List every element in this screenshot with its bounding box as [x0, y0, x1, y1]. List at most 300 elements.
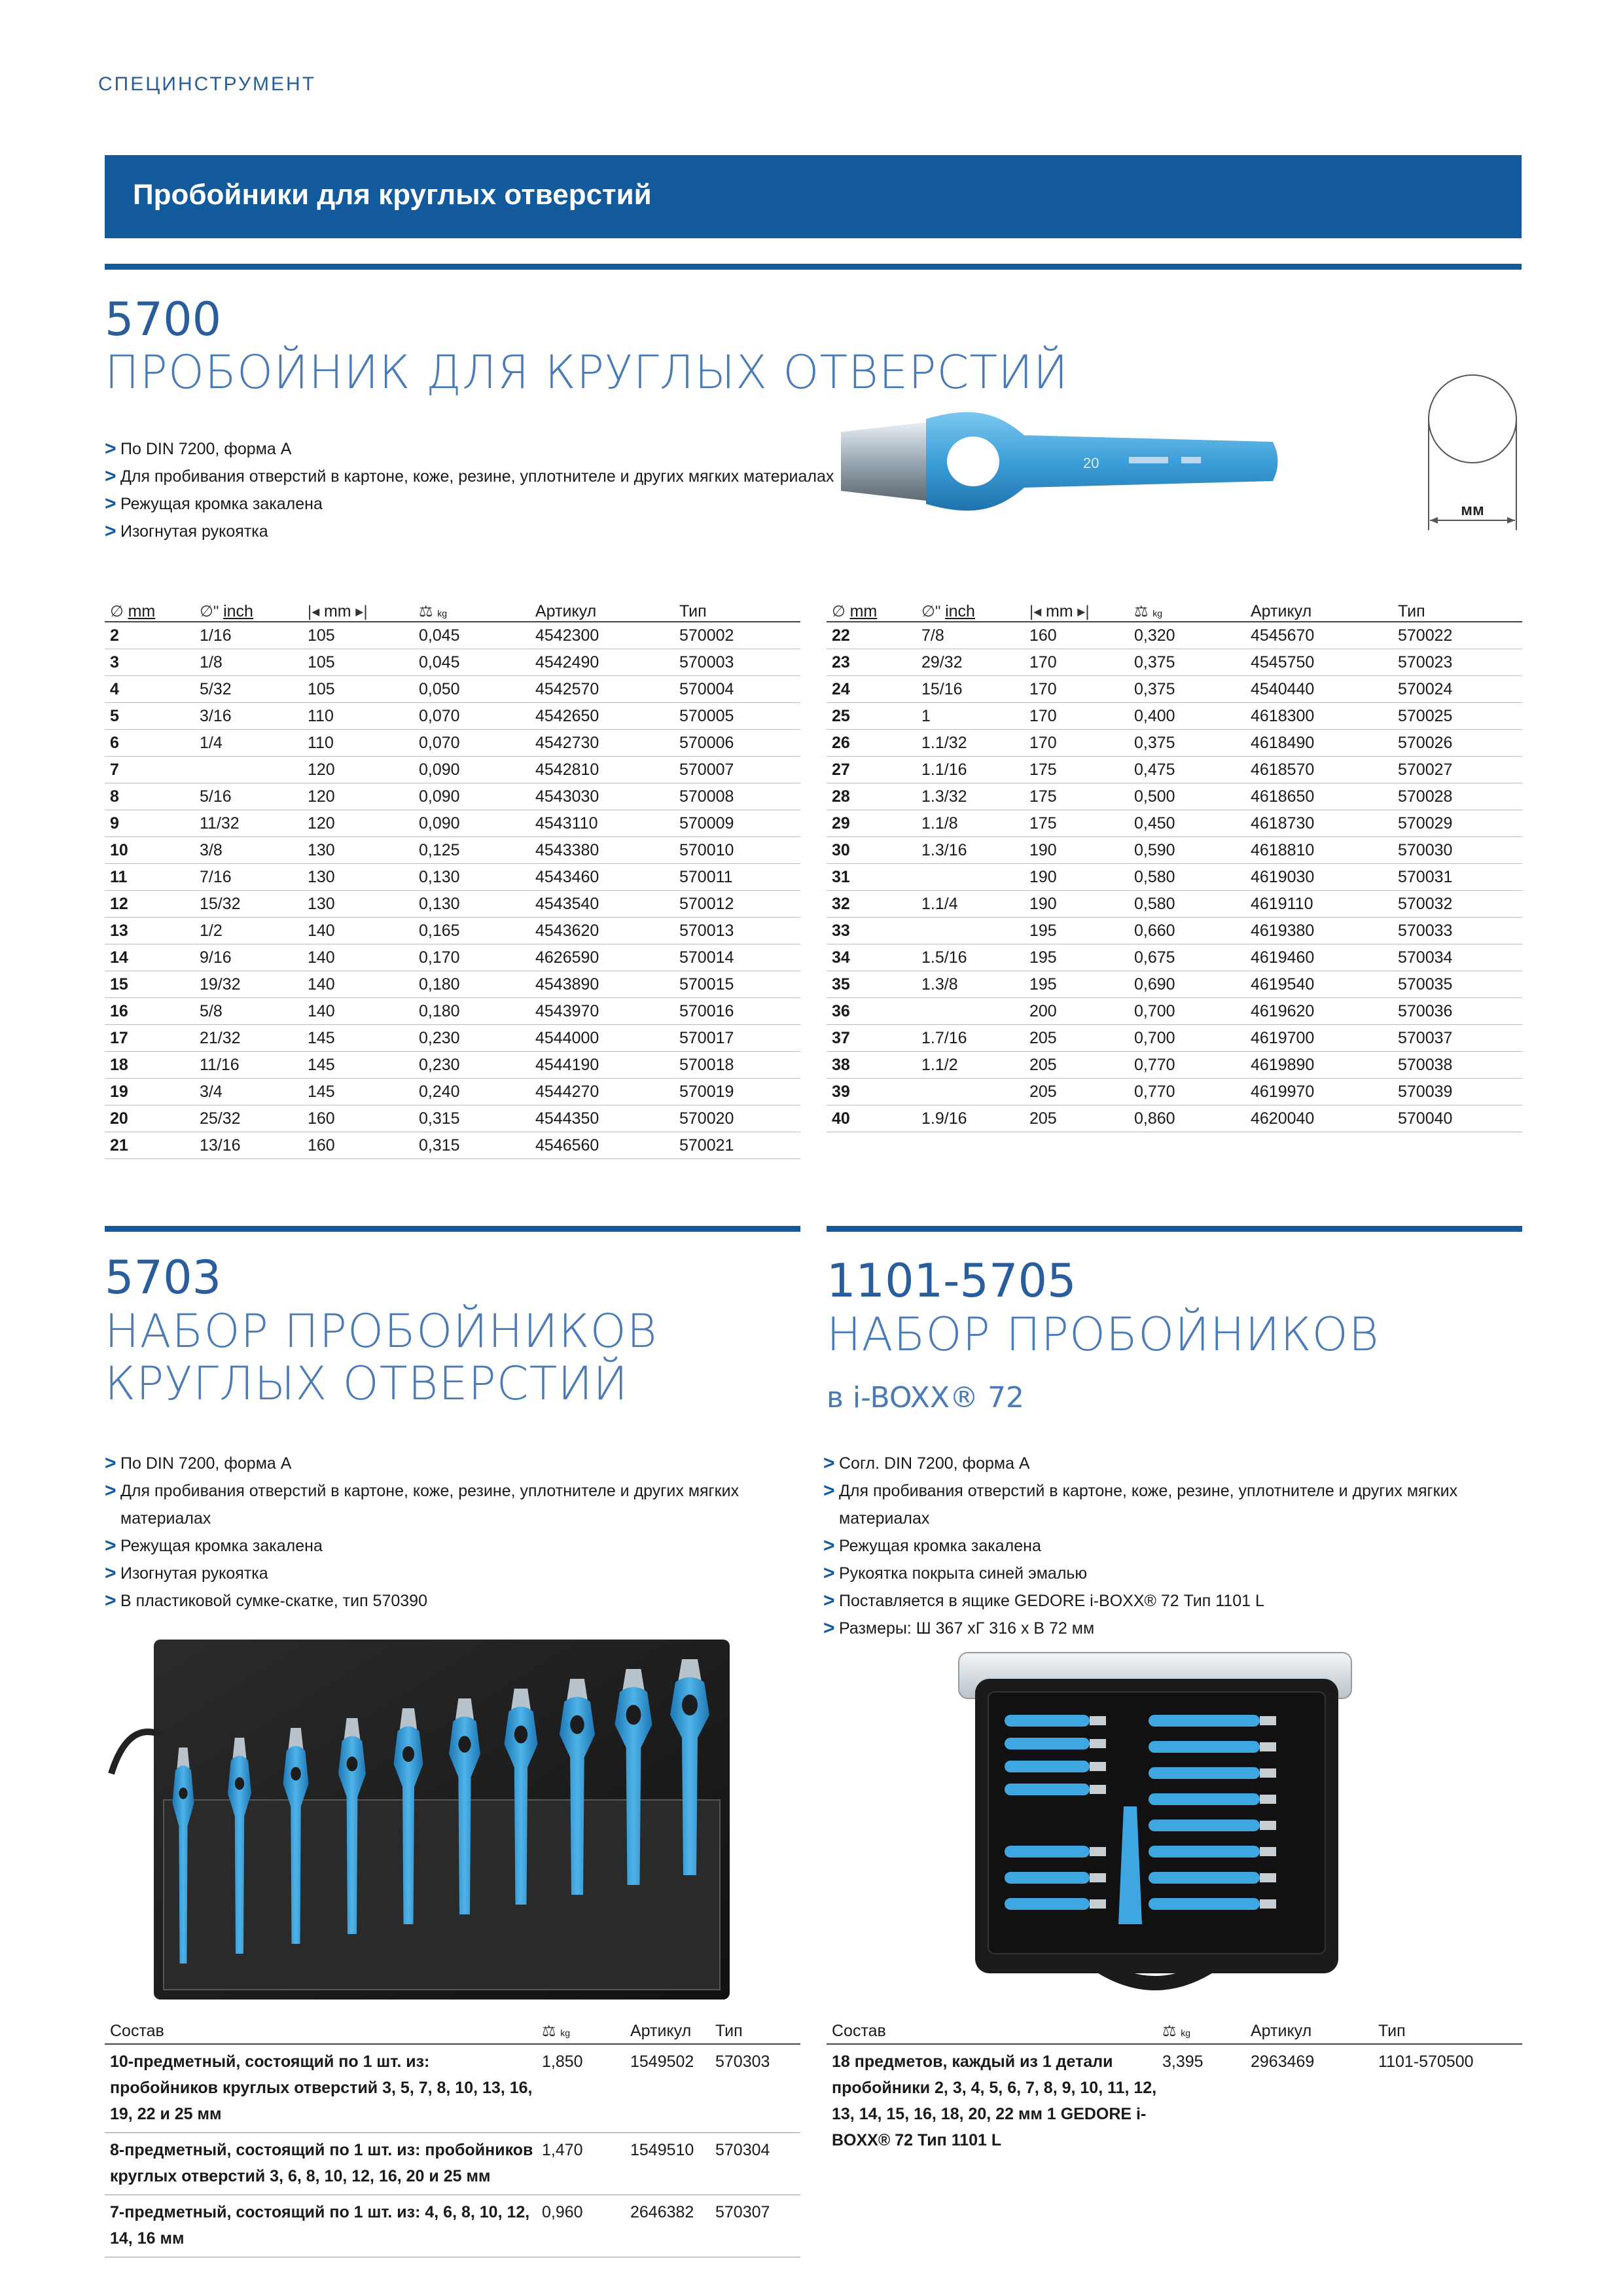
diameter-mm-cell: 9 [105, 810, 194, 837]
product-code-5700: 5700 [105, 293, 222, 346]
diameter-mm-cell: 32 [827, 891, 916, 918]
weight-cell: 1,850 [537, 2044, 625, 2133]
table-row [105, 918, 800, 944]
type-cell: 570038 [1393, 1052, 1522, 1079]
punch-tool [1005, 1898, 1106, 1910]
type-cell: 570006 [674, 730, 800, 757]
type-cell: 570307 [710, 2195, 800, 2257]
punch-tool [1005, 1872, 1106, 1884]
punch-tool [1149, 1793, 1276, 1805]
weight-cell: 1,470 [537, 2133, 625, 2195]
diameter-inch-cell: 1.5/16 [916, 944, 1024, 971]
weight-cell: 0,165 [414, 918, 530, 944]
feature-list-1101 [823, 1450, 1524, 1642]
diameter-mm-cell: 10 [105, 837, 194, 864]
diameter-mm-cell: 29 [827, 810, 916, 837]
diameter-mm-cell: 13 [105, 918, 194, 944]
feature-item: > Согл. DIN 7200, форма А [823, 1450, 1524, 1477]
diameter-mm-cell: 40 [827, 1105, 916, 1132]
table-row [105, 998, 800, 1025]
article-cell: 4543970 [530, 998, 674, 1025]
table-row [827, 944, 1522, 971]
type-cell: 570024 [1393, 676, 1522, 703]
table-row [105, 1052, 800, 1079]
table-row [827, 891, 1522, 918]
table-row [105, 1105, 800, 1132]
composition-cell: 7-предметный, состоящий по 1 шт. из: 4, 6, 8, 10, 12, 14, 16 мм [105, 2195, 537, 2257]
feature-item: > Для пробивания отверстий в картоне, коже, резине, уплотнителе и других мягких материалах [823, 1477, 1524, 1532]
weight-cell: 0,315 [414, 1132, 530, 1159]
weight-cell: 0,125 [414, 837, 530, 864]
table-row [827, 757, 1522, 783]
weight-cell: 0,170 [414, 944, 530, 971]
diameter-mm-cell: 8 [105, 783, 194, 810]
diameter-mm-cell: 20 [105, 1105, 194, 1132]
diameter-mm-cell: 7 [105, 757, 194, 783]
diameter-inch-cell: 5/8 [194, 998, 302, 1025]
length-cell: 170 [1024, 703, 1129, 730]
article-cell: 4543380 [530, 837, 674, 864]
type-cell: 570009 [674, 810, 800, 837]
weight-cell: 0,070 [414, 730, 530, 757]
diameter-mm-cell: 16 [105, 998, 194, 1025]
type-cell: 570012 [674, 891, 800, 918]
article-cell: 1549510 [625, 2133, 710, 2195]
weight-cell: 0,960 [537, 2195, 625, 2257]
feature-item: > По DIN 7200, форма А [105, 435, 851, 463]
table-row [105, 1025, 800, 1052]
length-cell: 205 [1024, 1079, 1129, 1105]
diameter-inch-cell: 1.1/4 [916, 891, 1024, 918]
type-cell: 570025 [1393, 703, 1522, 730]
feature-item: > Режущая кромка закалена [105, 490, 851, 518]
weight-cell: 0,240 [414, 1079, 530, 1105]
type-cell: 570027 [1393, 757, 1522, 783]
punch-tool [1149, 1820, 1276, 1831]
length-cell: 110 [302, 703, 414, 730]
diameter-inch-cell: 1.7/16 [916, 1025, 1024, 1052]
diameter-mm-cell: 15 [105, 971, 194, 998]
diameter-inch-cell: 19/32 [194, 971, 302, 998]
diameter-inch-cell [194, 757, 302, 783]
table-row [105, 837, 800, 864]
type-cell: 570033 [1393, 918, 1522, 944]
weight-cell: 0,700 [1129, 1025, 1245, 1052]
article-cell: 2963469 [1251, 2053, 1315, 2071]
weight-cell: 0,475 [1129, 757, 1245, 783]
feature-item: > Для пробивания отверстий в картоне, коже, резине, уплотнителе и других мягких материалах [105, 463, 851, 490]
length-cell: 145 [302, 1052, 414, 1079]
article-cell: 4544350 [530, 1105, 674, 1132]
weight-cell: 0,315 [414, 1105, 530, 1132]
table-row [827, 783, 1522, 810]
diameter-mm-cell: 23 [827, 649, 916, 676]
length-cell: 105 [302, 622, 414, 649]
weight-cell: 0,500 [1129, 783, 1245, 810]
diameter-inch-cell: 9/16 [194, 944, 302, 971]
diameter-inch-cell: 1/16 [194, 622, 302, 649]
article-cell: 4542300 [530, 622, 674, 649]
type-cell: 1101-570500 [1378, 2053, 1474, 2071]
diameter-inch-cell: 15/32 [194, 891, 302, 918]
table-row [827, 649, 1522, 676]
table-row [105, 971, 800, 998]
length-cell: 205 [1024, 1105, 1129, 1132]
product-title-5703-line2: КРУГЛЫХ ОТВЕРСТИЙ [105, 1357, 629, 1410]
article-cell: 4543460 [530, 864, 674, 891]
table-row [827, 837, 1522, 864]
article-cell: 4620040 [1245, 1105, 1393, 1132]
table-row [827, 703, 1522, 730]
table-row [105, 676, 800, 703]
table-row [105, 2195, 800, 2257]
feature-item: материалах [120, 1509, 211, 1528]
sizes-table-right [827, 592, 1522, 1132]
type-cell: 570017 [674, 1025, 800, 1052]
weight-cell: 0,660 [1129, 918, 1245, 944]
article-cell: 4618300 [1245, 703, 1393, 730]
section-banner [105, 155, 1522, 238]
punch-tool-image [828, 406, 1286, 517]
table-row [105, 783, 800, 810]
length-cell: 205 [1024, 1052, 1129, 1079]
length-cell: 170 [1024, 649, 1129, 676]
product-title-1101: НАБОР ПРОБОЙНИКОВ [827, 1308, 1380, 1361]
diameter-inch-cell: 1 [916, 703, 1024, 730]
table-row [105, 757, 800, 783]
table-row [105, 703, 800, 730]
weight-cell: 0,050 [414, 676, 530, 703]
diameter-mm-cell: 14 [105, 944, 194, 971]
punch-tool [1149, 1767, 1276, 1779]
weight-cell: 0,320 [1129, 622, 1245, 649]
col-type: Тип [674, 592, 800, 622]
weight-cell: 0,375 [1129, 676, 1245, 703]
product-code-1101: 1101-5705 [827, 1254, 1077, 1308]
feature-list-5703 [105, 1450, 798, 1615]
article-cell: 4619890 [1245, 1052, 1393, 1079]
diameter-inch-cell: 1.1/2 [916, 1052, 1024, 1079]
diameter-mm-cell: 18 [105, 1052, 194, 1079]
article-cell: 4619110 [1245, 891, 1393, 918]
article-cell: 4618810 [1245, 837, 1393, 864]
punch-tool [1149, 1715, 1276, 1727]
feature-item: > В пластиковой сумке-скатке, тип 570390 [105, 1587, 798, 1615]
type-cell: 570011 [674, 864, 800, 891]
col-article: Артикул [625, 2016, 710, 2044]
table-row [827, 622, 1522, 649]
weight-cell: 0,130 [414, 864, 530, 891]
diameter-inch-cell: 5/32 [194, 676, 302, 703]
col-article: Артикул [530, 592, 674, 622]
length-cell: 195 [1024, 944, 1129, 971]
weight-cell: 0,090 [414, 757, 530, 783]
type-cell: 570039 [1393, 1079, 1522, 1105]
col-article: Артикул [1245, 2016, 1373, 2044]
type-cell: 570007 [674, 757, 800, 783]
article-cell: 4543540 [530, 891, 674, 918]
diameter-mm-cell: 25 [827, 703, 916, 730]
table-row [105, 1079, 800, 1105]
article-cell: 4542570 [530, 676, 674, 703]
diagram-unit-label: мм [1461, 501, 1484, 519]
diameter-inch-cell [916, 998, 1024, 1025]
diameter-mm-cell: 28 [827, 783, 916, 810]
feature-item: > Режущая кромка закалена [823, 1532, 1524, 1560]
table-header-row [105, 2016, 800, 2044]
type-cell: 570022 [1393, 622, 1522, 649]
diameter-inch-cell: 3/4 [194, 1079, 302, 1105]
diameter-mm-cell: 17 [105, 1025, 194, 1052]
type-cell: 570030 [1393, 837, 1522, 864]
table-row [827, 918, 1522, 944]
length-cell: 110 [302, 730, 414, 757]
feature-item: > Изогнутая рукоятка [105, 1560, 798, 1587]
type-cell: 570035 [1393, 971, 1522, 998]
diameter-inch-cell: 13/16 [194, 1132, 302, 1159]
tool-size-marking: 20 [1083, 455, 1099, 471]
product-title-5700: ПРОБОЙНИК ДЛЯ КРУГЛЫХ ОТВЕРСТИЙ [105, 346, 1069, 399]
col-article: Артикул [1245, 592, 1393, 622]
type-cell: 570003 [674, 649, 800, 676]
diameter-mm-cell: 3 [105, 649, 194, 676]
article-cell: 4540440 [1245, 676, 1393, 703]
diameter-inch-cell: 1/4 [194, 730, 302, 757]
article-cell: 4619970 [1245, 1079, 1393, 1105]
diameter-mm-cell: 12 [105, 891, 194, 918]
punch-tool [1149, 1846, 1276, 1857]
table-row [827, 676, 1522, 703]
diameter-mm-cell: 39 [827, 1079, 916, 1105]
diameter-mm-cell: 22 [827, 622, 916, 649]
punch-tool [1149, 1898, 1276, 1910]
article-cell: 4618570 [1245, 757, 1393, 783]
col-weight: ⚖ kg [1129, 592, 1245, 622]
type-cell: 570034 [1393, 944, 1522, 971]
table-row [827, 810, 1522, 837]
article-cell: 4619620 [1245, 998, 1393, 1025]
diameter-mm-cell: 4 [105, 676, 194, 703]
diameter-inch-cell: 1/8 [194, 649, 302, 676]
diameter-mm-cell: 2 [105, 622, 194, 649]
article-cell: 4619460 [1245, 944, 1393, 971]
diameter-inch-cell: 11/32 [194, 810, 302, 837]
diameter-mm-cell: 19 [105, 1079, 194, 1105]
type-cell: 570032 [1393, 891, 1522, 918]
diameter-mm-cell: 26 [827, 730, 916, 757]
composition-table-1101 [827, 2016, 1522, 2159]
weight-cell: 0,045 [414, 649, 530, 676]
article-cell: 4542810 [530, 757, 674, 783]
diameter-inch-cell: 11/16 [194, 1052, 302, 1079]
diameter-inch-cell: 25/32 [194, 1105, 302, 1132]
length-cell: 130 [302, 891, 414, 918]
table-row [827, 971, 1522, 998]
length-cell: 190 [1024, 864, 1129, 891]
table-header-row [105, 592, 800, 622]
weight-cell: 0,580 [1129, 891, 1245, 918]
col-diameter-inch: ∅" inch [194, 592, 302, 622]
length-cell: 130 [302, 837, 414, 864]
article-cell: 4542730 [530, 730, 674, 757]
length-cell: 140 [302, 918, 414, 944]
diameter-mm-cell: 37 [827, 1025, 916, 1052]
col-diameter-mm: ∅ mm [105, 592, 194, 622]
diameter-inch-cell: 5/16 [194, 783, 302, 810]
punch-tool [1149, 1872, 1276, 1884]
table-row [105, 810, 800, 837]
length-cell: 140 [302, 971, 414, 998]
length-cell: 160 [302, 1105, 414, 1132]
length-cell: 195 [1024, 918, 1129, 944]
feature-item: > Режущая кромка закалена [105, 1532, 798, 1560]
weight-cell: 0,230 [414, 1025, 530, 1052]
diameter-mm-cell: 31 [827, 864, 916, 891]
table-row [827, 1025, 1522, 1052]
diameter-inch-cell: 1.1/16 [916, 757, 1024, 783]
col-diameter-inch: ∅" inch [916, 592, 1024, 622]
col-weight: ⚖ kg [414, 592, 530, 622]
type-cell: 570010 [674, 837, 800, 864]
weight-cell: 0,860 [1129, 1105, 1245, 1132]
diameter-mm-cell: 30 [827, 837, 916, 864]
type-cell: 570303 [710, 2044, 800, 2133]
diameter-mm-cell: 33 [827, 918, 916, 944]
article-cell: 4545750 [1245, 649, 1393, 676]
diameter-inch-cell [916, 864, 1024, 891]
diameter-mm-cell: 21 [105, 1132, 194, 1159]
diameter-inch-cell: 1.1/32 [916, 730, 1024, 757]
diameter-inch-cell: 1.3/32 [916, 783, 1024, 810]
table-row [105, 649, 800, 676]
article-cell: 4543030 [530, 783, 674, 810]
composition-cell: 10-предметный, состоящий по 1 шт. из: пробойников круглых отверстий 3, 5, 7, 8, 10, 13, 16, 19, 22 и 25 мм [105, 2044, 537, 2133]
length-cell: 170 [1024, 676, 1129, 703]
length-cell: 175 [1024, 783, 1129, 810]
table-row [105, 891, 800, 918]
type-cell: 570023 [1393, 649, 1522, 676]
weight-cell: 0,590 [1129, 837, 1245, 864]
article-cell: 2646382 [625, 2195, 710, 2257]
product-code-5703: 5703 [105, 1251, 222, 1304]
article-cell: 4542650 [530, 703, 674, 730]
table-row [827, 1052, 1522, 1079]
type-cell: 570028 [1393, 783, 1522, 810]
weight-cell: 0,180 [414, 998, 530, 1025]
article-cell: 4546560 [530, 1132, 674, 1159]
table-row [105, 622, 800, 649]
weight-cell: 0,770 [1129, 1052, 1245, 1079]
composition-cell: 18 предметов, каждый из 1 детали пробойники 2, 3, 4, 5, 6, 7, 8, 9, 10, 11, 12, 13, 14, 15, 16, 18, 20, 22 мм 1 GEDORE i-BOXX® 72 Тип 1101 L [832, 2053, 1157, 2149]
length-cell: 120 [302, 757, 414, 783]
length-cell: 200 [1024, 998, 1129, 1025]
product-title-5703-line1: НАБОР ПРОБОЙНИКОВ [105, 1304, 658, 1358]
article-cell: 4543890 [530, 971, 674, 998]
punch-tool [1005, 1846, 1106, 1857]
product-subtitle-1101: в i-BOXX® 72 [827, 1381, 1024, 1414]
diameter-mm-cell: 6 [105, 730, 194, 757]
diameter-inch-cell: 1.3/16 [916, 837, 1024, 864]
col-weight: ⚖ kg [1157, 2016, 1245, 2044]
length-cell: 195 [1024, 971, 1129, 998]
type-cell: 570020 [674, 1105, 800, 1132]
diameter-mm-cell: 34 [827, 944, 916, 971]
article-cell: 4619030 [1245, 864, 1393, 891]
col-composition: Состав [827, 2016, 1157, 2044]
table-body [105, 622, 800, 1159]
length-cell: 130 [302, 864, 414, 891]
diameter-inch-cell: 15/16 [916, 676, 1024, 703]
composition-table-5703 [105, 2016, 800, 2257]
length-cell: 120 [302, 810, 414, 837]
diameter-mm-cell: 36 [827, 998, 916, 1025]
article-cell: 4619540 [1245, 971, 1393, 998]
length-cell: 160 [302, 1132, 414, 1159]
table-row [105, 730, 800, 757]
length-cell: 190 [1024, 891, 1129, 918]
type-cell: 570026 [1393, 730, 1522, 757]
table-row [827, 864, 1522, 891]
type-cell: 570019 [674, 1079, 800, 1105]
weight-cell: 0,375 [1129, 649, 1245, 676]
type-cell: 570015 [674, 971, 800, 998]
type-cell: 570031 [1393, 864, 1522, 891]
punch-tool [1005, 1761, 1106, 1772]
table-row [105, 2133, 800, 2195]
weight-cell: 0,130 [414, 891, 530, 918]
length-cell: 145 [302, 1025, 414, 1052]
table-row [827, 730, 1522, 757]
col-length: |◂ mm ▸| [302, 592, 414, 622]
type-cell: 570036 [1393, 998, 1522, 1025]
diameter-mm-cell: 38 [827, 1052, 916, 1079]
punch-tool [1005, 1784, 1106, 1795]
diameter-mm-cell: 5 [105, 703, 194, 730]
composition-cell: 8-предметный, состоящий по 1 шт. из: пробойников круглых отверстий 3, 6, 8, 10, 12, 16, 20 и 25 мм [105, 2133, 537, 2195]
diameter-inch-cell: 3/16 [194, 703, 302, 730]
weight-cell: 0,070 [414, 703, 530, 730]
length-cell: 140 [302, 944, 414, 971]
weight-cell: 0,770 [1129, 1079, 1245, 1105]
col-composition: Состав [105, 2016, 537, 2044]
length-cell: 205 [1024, 1025, 1129, 1052]
length-cell: 190 [1024, 837, 1129, 864]
diameter-inch-cell: 7/8 [916, 622, 1024, 649]
feature-item: > Размеры: Ш 367 хГ 316 х В 72 мм [823, 1615, 1524, 1642]
weight-cell: 3,395 [1162, 2053, 1204, 2071]
type-cell: 570037 [1393, 1025, 1522, 1052]
type-cell: 570021 [674, 1132, 800, 1159]
sizes-table-left [105, 592, 800, 1159]
type-cell: 570005 [674, 703, 800, 730]
type-cell: 570016 [674, 998, 800, 1025]
punch-set-pouch-image [108, 1636, 736, 2009]
article-cell: 4619380 [1245, 918, 1393, 944]
diameter-inch-cell: 21/32 [194, 1025, 302, 1052]
article-cell: 4543620 [530, 918, 674, 944]
article-cell: 4618490 [1245, 730, 1393, 757]
weight-cell: 0,580 [1129, 864, 1245, 891]
article-cell: 4544190 [530, 1052, 674, 1079]
weight-cell: 0,675 [1129, 944, 1245, 971]
length-cell: 140 [302, 998, 414, 1025]
table-row [827, 1105, 1522, 1132]
iboxx-case-image [952, 1649, 1358, 2003]
table-row [105, 944, 800, 971]
article-cell: 4618730 [1245, 810, 1393, 837]
type-cell: 570014 [674, 944, 800, 971]
punch-tool [1005, 1738, 1106, 1749]
